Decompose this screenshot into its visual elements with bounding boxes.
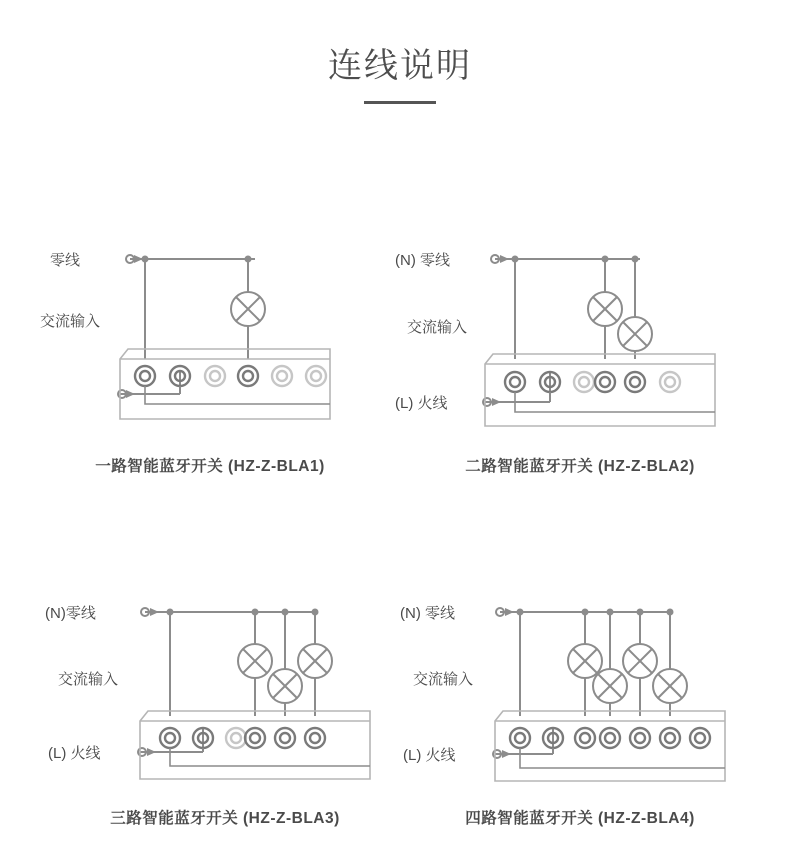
junction-dot: [667, 609, 674, 616]
junction-dot: [312, 609, 319, 616]
arrow-icon: [502, 750, 511, 758]
terminal-1: [505, 372, 525, 392]
arrow-icon: [147, 748, 156, 756]
diagram-bla1: [40, 154, 380, 484]
live-label: (L) 火线: [395, 395, 448, 412]
ac-input-label: 交流输入: [58, 671, 119, 688]
terminal-1: [510, 728, 530, 748]
terminal-6: [660, 728, 680, 748]
terminal-row: [160, 728, 325, 748]
terminal-3: [205, 366, 225, 386]
lamp-icon: [568, 644, 602, 678]
arrow-icon: [500, 255, 509, 263]
arrow-icon: [126, 390, 135, 398]
diagram-bla2: [395, 154, 765, 484]
terminal-4: [245, 728, 265, 748]
lamp-icon: [298, 644, 332, 678]
neutral-label: (N) 零线: [400, 605, 455, 622]
switch-enclosure: [140, 711, 370, 779]
diagram-bla1-caption: 一路智能蓝牙开关 (HZ-Z-BLA1): [95, 458, 325, 475]
neutral-label: (N)零线: [45, 605, 96, 622]
terminal-4: [238, 366, 258, 386]
terminal-row: [510, 728, 710, 748]
junction-dot: [167, 609, 174, 616]
diagram-bla2-svg: [395, 154, 765, 444]
junction-dot: [282, 609, 289, 616]
lamp-icon: [618, 317, 652, 351]
terminal-5: [630, 728, 650, 748]
terminal-5: [275, 728, 295, 748]
junction-dot: [512, 256, 519, 263]
neutral-label: 零线: [50, 252, 81, 269]
terminal-1: [135, 366, 155, 386]
arrow-icon: [134, 255, 143, 263]
diagram-bla4: [395, 544, 765, 844]
terminal-row: [505, 372, 680, 392]
live-label: (L) 火线: [48, 745, 101, 762]
diagram-bla4-caption: 四路智能蓝牙开关 (HZ-Z-BLA4): [465, 810, 695, 827]
ac-input-label: 交流输入: [407, 319, 468, 336]
terminal-1: [160, 728, 180, 748]
terminal-4: [595, 372, 615, 392]
neutral-label: (N) 零线: [395, 252, 450, 269]
terminal-6: [305, 728, 325, 748]
ac-input-label: 交流输入: [413, 671, 474, 688]
junction-dot: [582, 609, 589, 616]
diagram-bla3: [40, 544, 410, 844]
junction-dot: [602, 256, 609, 263]
terminal-row: [135, 366, 326, 386]
lamp-icon: [231, 292, 265, 326]
terminal-5: [625, 372, 645, 392]
arrow-icon: [492, 398, 501, 406]
diagram-bla1-svg: [40, 154, 380, 444]
lamp-icon: [588, 292, 622, 326]
lamp-icon: [268, 669, 302, 703]
wiring-diagram-grid: [0, 104, 800, 827]
arrow-icon: [150, 608, 159, 616]
terminal-3: [226, 728, 246, 748]
terminal-3: [575, 728, 595, 748]
lamp-icon: [653, 669, 687, 703]
junction-dot: [637, 609, 644, 616]
lamp-icon: [623, 644, 657, 678]
terminal-6: [660, 372, 680, 392]
diagram-bla4-svg: [395, 544, 765, 804]
live-label: (L) 火线: [403, 747, 456, 764]
terminal-7: [690, 728, 710, 748]
junction-dot: [252, 609, 259, 616]
terminal-5: [272, 366, 292, 386]
switch-enclosure: [495, 711, 725, 781]
terminal-6: [306, 366, 326, 386]
diagram-bla2-caption: 二路智能蓝牙开关 (HZ-Z-BLA2): [465, 458, 695, 475]
page-title: 连线说明: [328, 47, 472, 85]
junction-dot: [632, 256, 639, 263]
terminal-4: [600, 728, 620, 748]
arrow-icon: [505, 608, 514, 616]
junction-dot: [607, 609, 614, 616]
ac-input-label: 交流输入: [40, 313, 101, 330]
junction-dot: [245, 256, 252, 263]
lamp-icon: [593, 669, 627, 703]
terminal-3: [574, 372, 594, 392]
lamp-icon: [238, 644, 272, 678]
diagram-bla3-svg: [40, 544, 410, 804]
diagram-bla3-caption: 三路智能蓝牙开关 (HZ-Z-BLA3): [110, 810, 340, 827]
junction-dot: [517, 609, 524, 616]
